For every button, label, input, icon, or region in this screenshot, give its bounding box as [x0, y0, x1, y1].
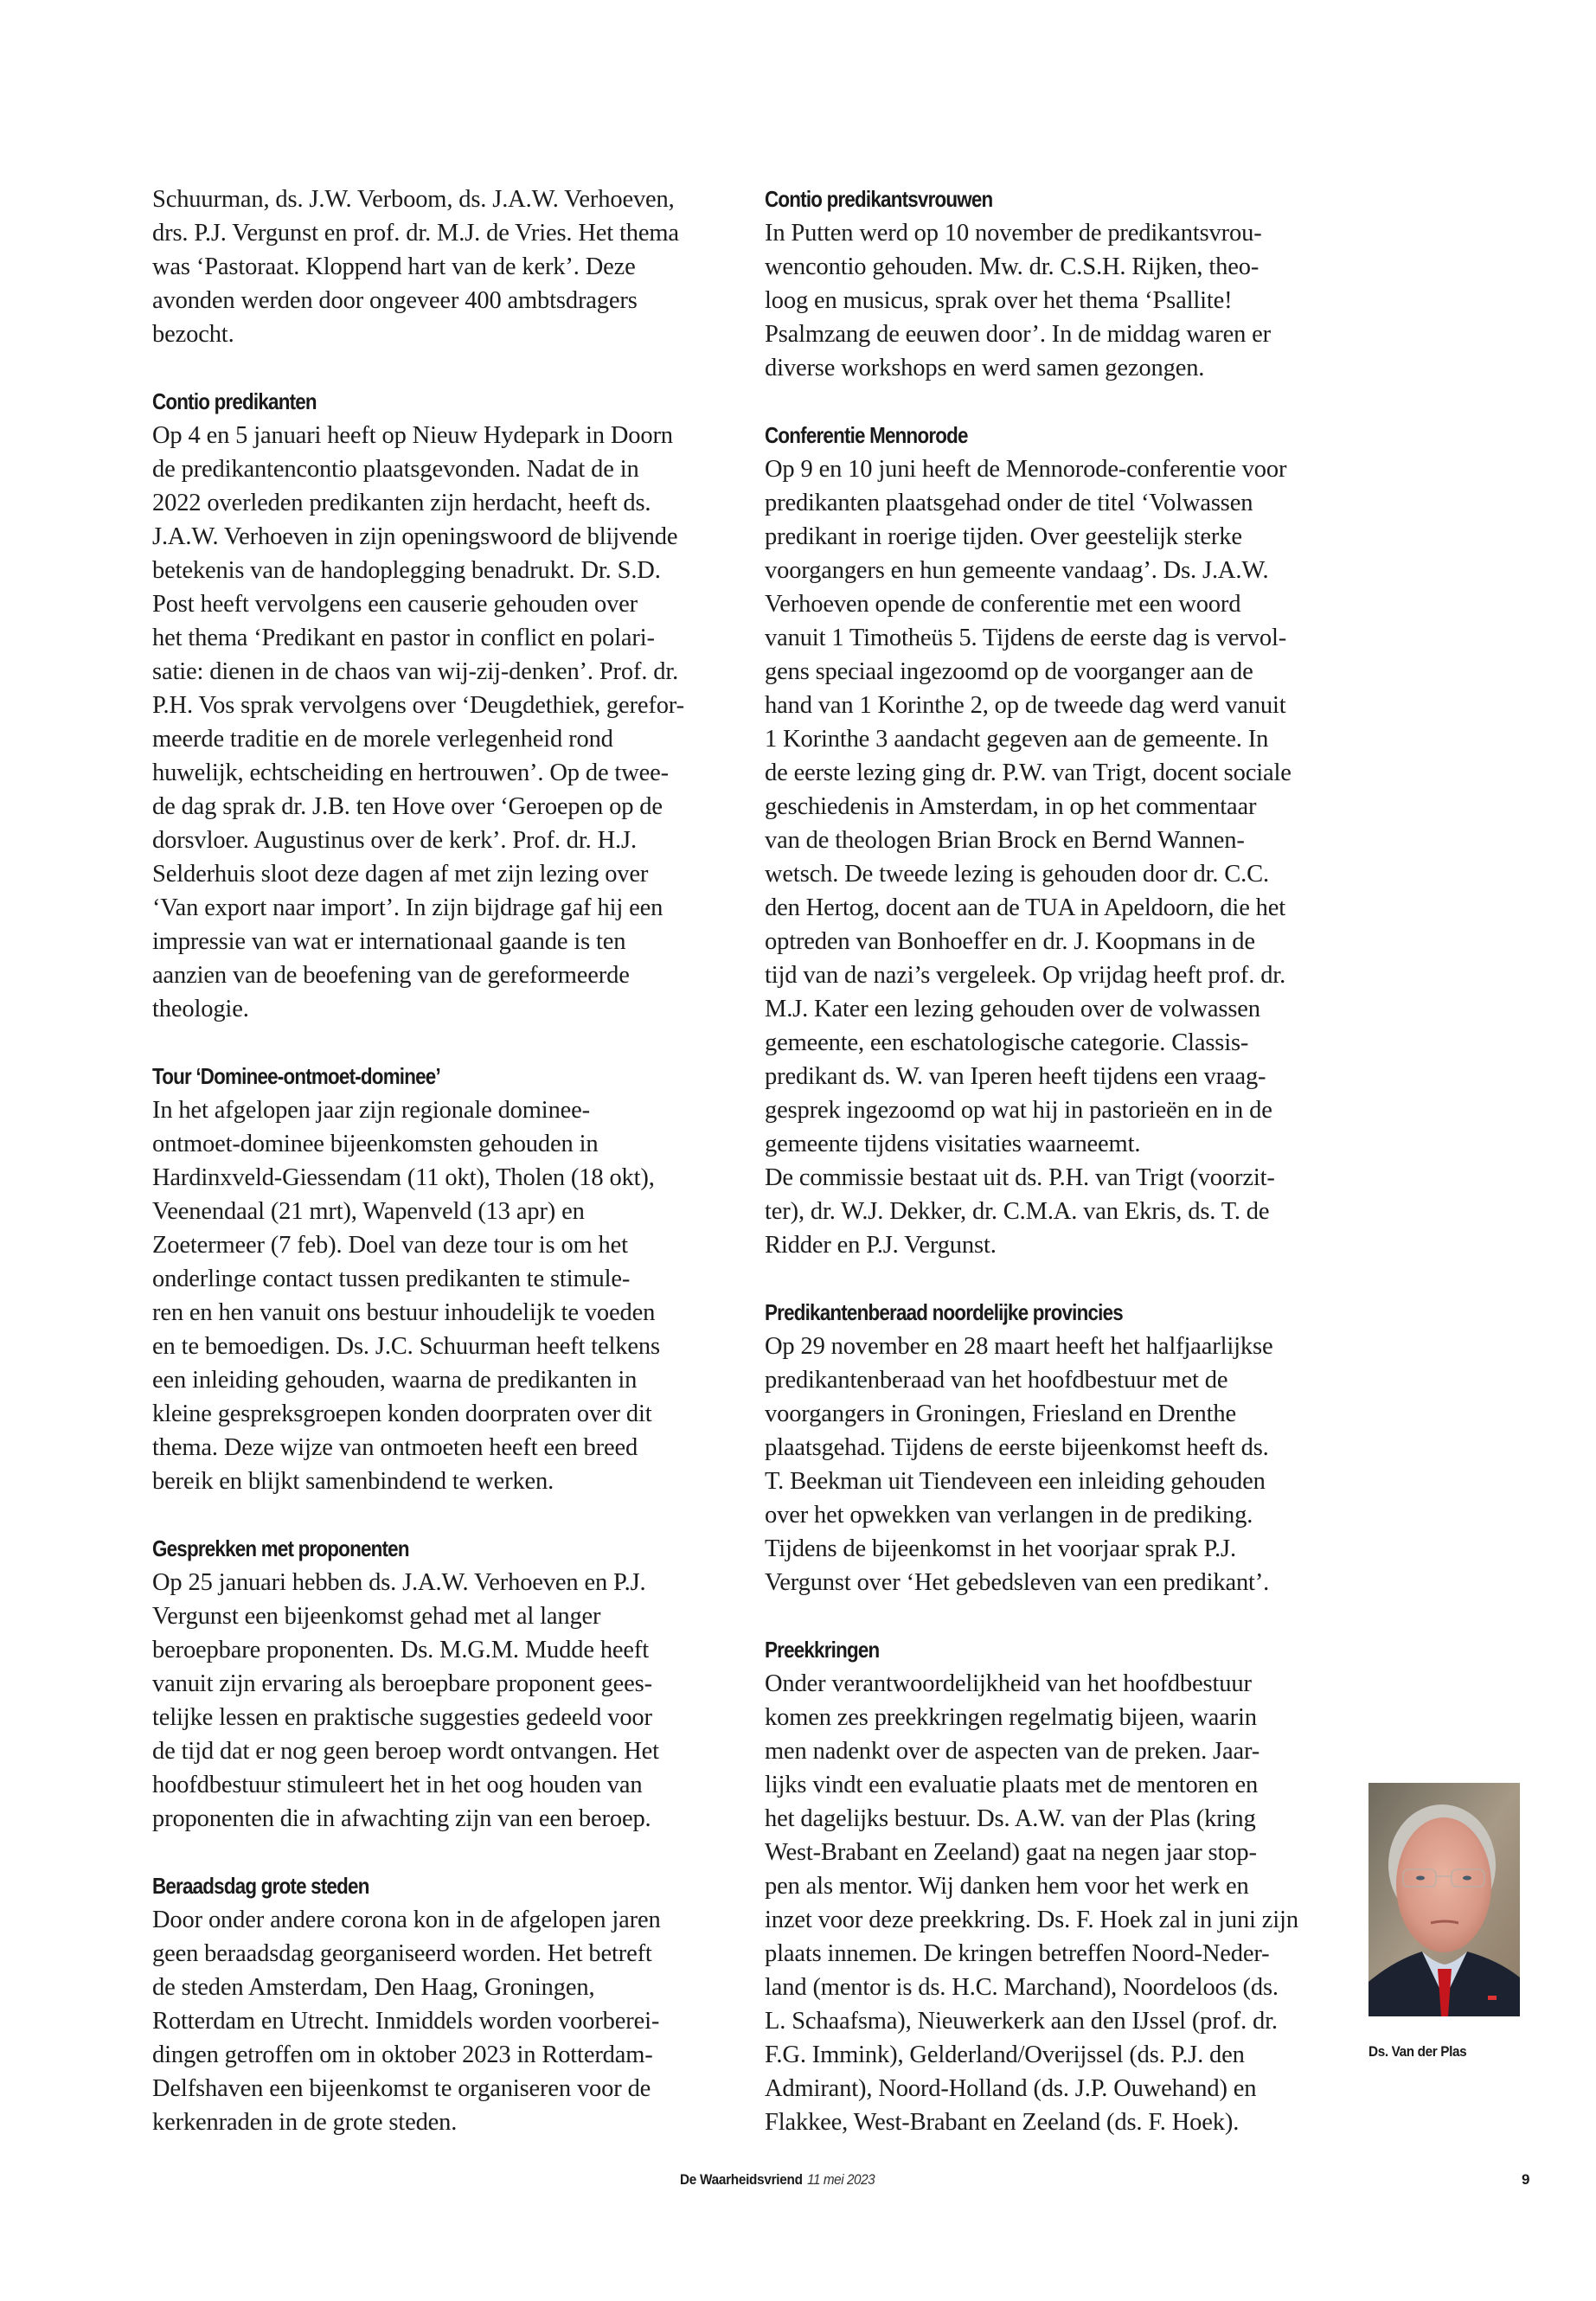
section-heading: Preekkringen	[765, 1637, 880, 1663]
body-text-line: betekenis van de handoplegging benadrukt. Dr. S.D.	[152, 557, 661, 584]
body-text-line: Op 9 en 10 juni heeft de Mennorode-conferentie voor	[765, 456, 1287, 483]
body-text-line: predikanten plaatsgehad onder de titel ‘Volwassen	[765, 490, 1253, 516]
article-section	[152, 1060, 758, 1498]
body-text-line: en te bemoedigen. Ds. J.C. Schuurman heeft telkens	[152, 1333, 660, 1360]
left-column	[152, 183, 758, 2173]
section-heading: Conferentie Mennorode	[765, 422, 968, 448]
body-text-line: beroepbare proponenten. Ds. M.G.M. Mudde heeft	[152, 1637, 650, 1663]
body-text-line: vanuit 1 Timotheüs 5. Tijdens de eerste dag is vervol-	[765, 625, 1287, 651]
body-text-line: In Putten werd op 10 november de predikantsvrou-	[765, 220, 1262, 247]
body-text-line: Delfshaven een bijeenkomst te organiseren voor de	[152, 2075, 651, 2102]
body-text-line: Rotterdam en Utrecht. Inmiddels worden voorberei-	[152, 2008, 660, 2035]
body-text-line: proponenten die in afwachting zijn van een beroep.	[152, 1805, 651, 1832]
body-text-line: van de theologen Brian Brock en Bernd Wannen-	[765, 827, 1245, 854]
article-section	[152, 385, 758, 1026]
body-text-line: geschiedenis in Amsterdam, in op het commentaar	[765, 793, 1257, 820]
body-text-line: diverse workshops en werd samen gezongen.	[765, 355, 1205, 381]
body-text-line: bezocht.	[152, 321, 234, 348]
body-text-line: Vergunst over ‘Het gebedsleven van een predikant’.	[765, 1569, 1270, 1596]
body-text-line: J.A.W. Verhoeven in zijn openingswoord de blijvende	[152, 523, 678, 550]
body-text-line: gens speciaal ingezoomd op de voorganger aan de	[765, 658, 1253, 685]
body-text-line: Op 29 november en 28 maart heeft het halfjaarlijkse	[765, 1333, 1273, 1360]
body-text-line: aanzien van de beoefening van de gereformeerde	[152, 962, 630, 989]
body-text-line: de eerste lezing ging dr. P.W. van Trigt, docent sociale	[765, 760, 1292, 786]
body-text-line: loog en musicus, sprak over het thema ‘Psallite!	[765, 287, 1233, 314]
body-text-line: kerkenraden in de grote steden.	[152, 2109, 458, 2136]
body-text-line: 2022 overleden predikanten zijn herdacht, heeft ds.	[152, 490, 651, 516]
body-text-line: predikant ds. W. van Iperen heeft tijdens een vraag-	[765, 1063, 1266, 1090]
body-text-line: was ‘Pastoraat. Kloppend hart van de kerk’. Deze	[152, 253, 636, 280]
section-heading: Tour ‘Dominee-ontmoet-dominee’	[152, 1063, 440, 1089]
article-section	[765, 1633, 1370, 2139]
body-text-line: onderlinge contact tussen predikanten te stimule-	[152, 1266, 631, 1292]
body-text-line: men nadenkt over de aspecten van de preken. Jaar-	[765, 1738, 1260, 1765]
body-text-line: tijd van de nazi’s vergeleek. Op vrijdag heeft prof. dr.	[765, 962, 1286, 989]
body-text-line: dorsvloer. Augustinus over de kerk’. Prof. dr. H.J.	[152, 827, 637, 854]
body-text-line: West-Brabant en Zeeland) gaat na negen jaar stop-	[765, 1839, 1257, 1866]
body-text-line: Admirant), Noord-Holland (ds. J.P. Ouwehand) en	[765, 2075, 1257, 2102]
body-text-line: M.J. Kater een lezing gehouden over de volwassen	[765, 996, 1260, 1022]
body-text-line: de predikantencontio plaatsgevonden. Nadat de in	[152, 456, 639, 483]
body-text-line: wencontio gehouden. Mw. dr. C.S.H. Rijken, theo-	[765, 253, 1259, 280]
body-text-line: plaatsgehad. Tijdens de eerste bijeenkomst heeft ds.	[765, 1434, 1269, 1461]
body-text-line: Op 4 en 5 januari heeft op Nieuw Hydepark in Doorn	[152, 422, 673, 449]
body-text-line: hoofdbestuur stimuleert het in het oog houden van	[152, 1772, 643, 1798]
body-text-line: predikant in roerige tijden. Over geestelijk sterke	[765, 523, 1242, 550]
body-text-line: land (mentor is ds. H.C. Marchand), Noordeloos (ds.	[765, 1974, 1279, 2001]
body-text-line: Hardinxveld-Giessendam (11 okt), Tholen (18 okt),	[152, 1164, 655, 1191]
body-text-line: geen beraadsdag georganiseerd worden. Het betreft	[152, 1940, 652, 1967]
body-text-line: de steden Amsterdam, Den Haag, Groningen,	[152, 1974, 595, 2001]
article-section	[765, 419, 1370, 1262]
portrait-photo	[1368, 1783, 1520, 2016]
body-text-line: de tijd dat er nog geen beroep wordt ontvangen. Het	[152, 1738, 659, 1765]
body-text-line: dingen getroffen om in oktober 2023 in Rotterdam-	[152, 2041, 653, 2068]
body-text-line: In het afgelopen jaar zijn regionale dominee-	[152, 1097, 591, 1124]
article-section	[152, 1869, 758, 2139]
body-text-line: theologie.	[152, 996, 249, 1022]
body-text-line: predikantenberaad van het hoofdbestuur met de	[765, 1367, 1228, 1394]
body-text-line: wetsch. De tweede lezing is gehouden door dr. C.C.	[765, 861, 1269, 888]
body-text-line: ontmoet-dominee bijeenkomsten gehouden in	[152, 1131, 599, 1157]
body-text-line: ter), dr. W.J. Dekker, dr. C.M.A. van Ekris, ds. T. de	[765, 1198, 1270, 1225]
section-heading: Beraadsdag grote steden	[152, 1873, 369, 1899]
page-footer	[0, 2171, 1596, 2197]
body-text-line: den Hertog, docent aan de TUA in Apeldoorn, die het	[765, 894, 1286, 921]
body-text-line: meerde traditie en de morele verlegenheid rond	[152, 726, 613, 753]
body-text-line: avonden werden door ongeveer 400 ambtsdragers	[152, 287, 638, 314]
photo-caption: Ds. Van der Plas	[1368, 2043, 1467, 2060]
body-text-line: gemeente tijdens visitaties waarneemt.	[765, 1131, 1141, 1157]
publication-date: 11 mei 2023	[807, 2171, 875, 2188]
article-section	[765, 183, 1370, 385]
body-text-line: Onder verantwoordelijkheid van het hoofdbestuur	[765, 1670, 1252, 1697]
body-text-line: Post heeft vervolgens een causerie gehouden over	[152, 591, 638, 618]
body-text-line: over het opwekken van verlangen in de prediking.	[765, 1502, 1253, 1529]
footer-publication	[680, 2171, 875, 2189]
body-text-line: pen als mentor. Wij danken hem voor het werk en	[765, 1873, 1249, 1900]
body-text-line: vanuit zijn ervaring als beroepbare proponent gees-	[152, 1670, 652, 1697]
article-section	[765, 1296, 1370, 1599]
body-text-line: optreden van Bonhoeffer en dr. J. Koopmans in de	[765, 928, 1255, 955]
body-text-line: Psalmzang de eeuwen door’. In de middag waren er	[765, 321, 1272, 348]
body-text-line: ren en hen vanuit ons bestuur inhoudelijk te voeden	[152, 1299, 656, 1326]
body-text-line: Veenendaal (21 mrt), Wapenveld (13 apr) en	[152, 1198, 585, 1225]
page-number: 9	[1522, 2171, 1530, 2188]
body-text-line: T. Beekman uit Tiendeveen een inleiding gehouden	[765, 1468, 1266, 1495]
body-text-line: hand van 1 Korinthe 2, op de tweede dag werd vanuit	[765, 692, 1286, 719]
body-text-line: Op 25 januari hebben ds. J.A.W. Verhoeven en P.J.	[152, 1569, 646, 1596]
body-text-line: 1 Korinthe 3 aandacht gegeven aan de gemeente. In	[765, 726, 1269, 753]
body-text-line: Door onder andere corona kon in de afgelopen jaren	[152, 1907, 661, 1933]
body-text-line: kleine gespreksgroepen konden doorpraten over dit	[152, 1400, 652, 1427]
body-text-line: telijke lessen en praktische suggesties gedeeld voor	[152, 1704, 652, 1731]
body-text-line: Verhoeven opende de conferentie met een woord	[765, 591, 1241, 618]
body-text-line: P.H. Vos sprak vervolgens over ‘Deugdethiek, gerefor-	[152, 692, 684, 719]
body-text-line: lijks vindt een evaluatie plaats met de mentoren en	[765, 1772, 1259, 1798]
body-text-line: Selderhuis sloot deze dagen af met zijn lezing over	[152, 861, 649, 888]
section-heading: Gesprekken met proponenten	[152, 1535, 409, 1561]
body-text-line: komen zes preekkringen regelmatig bijeen, waarin	[765, 1704, 1257, 1731]
body-text-line: De commissie bestaat uit ds. P.H. van Trigt (voorzit-	[765, 1164, 1275, 1191]
publication-name: De Waarheidsvriend	[680, 2171, 803, 2188]
body-text-line: het thema ‘Predikant en pastor in conflict en polari-	[152, 625, 655, 651]
body-text-line: plaats innemen. De kringen betreffen Noord-Neder-	[765, 1940, 1270, 1967]
body-text-line: een inleiding gehouden, waarna de predikanten in	[152, 1367, 638, 1394]
body-text-line: L. Schaafsma), Nieuwerkerk aan den IJssel (prof. dr.	[765, 2008, 1278, 2035]
body-text-line: thema. Deze wijze van ontmoeten heeft een breed	[152, 1434, 638, 1461]
body-text-line: impressie van wat er internationaal gaande is ten	[152, 928, 626, 955]
article-section	[152, 1532, 758, 1836]
body-text-line: huwelijk, echtscheiding en hertrouwen’. Op de twee-	[152, 760, 669, 786]
body-text-line: drs. P.J. Vergunst en prof. dr. M.J. de Vries. Het thema	[152, 220, 679, 247]
body-text-line: voorgangers in Groningen, Friesland en Drenthe	[765, 1400, 1237, 1427]
body-text-line: gesprek ingezoomd op wat hij in pastorieën en in de	[765, 1097, 1272, 1124]
body-text-line: Tijdens de bijeenkomst in het voorjaar sprak P.J.	[765, 1535, 1236, 1562]
body-text-line: voorgangers en hun gemeente vandaag’. Ds. J.A.W.	[765, 557, 1269, 584]
section-heading: Contio predikantsvrouwen	[765, 186, 993, 212]
portrait-image	[1368, 1783, 1520, 2016]
body-text-line: Zoetermeer (7 feb). Doel van deze tour is om het	[152, 1232, 628, 1259]
body-text-line: F.G. Immink), Gelderland/Overijssel (ds. P.J. den	[765, 2041, 1245, 2068]
section-heading: Contio predikanten	[152, 388, 317, 414]
article-section	[152, 183, 758, 351]
body-text-line: het dagelijks bestuur. Ds. A.W. van der Plas (kring	[765, 1805, 1256, 1832]
right-column	[765, 183, 1370, 2173]
body-text-line: bereik en blijkt samenbindend te werken.	[152, 1468, 554, 1495]
body-text-line: Ridder en P.J. Vergunst.	[765, 1232, 997, 1259]
body-text-line: Schuurman, ds. J.W. Verboom, ds. J.A.W. Verhoeven,	[152, 186, 675, 213]
body-text-line: gemeente, een eschatologische categorie. Classis-	[765, 1029, 1249, 1056]
body-text-line: inzet voor deze preekkring. Ds. F. Hoek zal in juni zijn	[765, 1907, 1298, 1933]
body-text-line: Flakkee, West-Brabant en Zeeland (ds. F. Hoek).	[765, 2109, 1240, 2136]
section-heading: Predikantenberaad noordelijke provincies	[765, 1299, 1123, 1325]
body-text-line: ‘Van export naar import’. In zijn bijdrage gaf hij een	[152, 894, 663, 921]
body-text-line: satie: dienen in de chaos van wij-zij-denken’. Prof. dr.	[152, 658, 679, 685]
body-text-line: Vergunst een bijeenkomst gehad met al langer	[152, 1603, 601, 1630]
body-text-line: de dag sprak dr. J.B. ten Hove over ‘Geroepen op de	[152, 793, 663, 820]
face-shape	[1396, 1817, 1491, 1952]
